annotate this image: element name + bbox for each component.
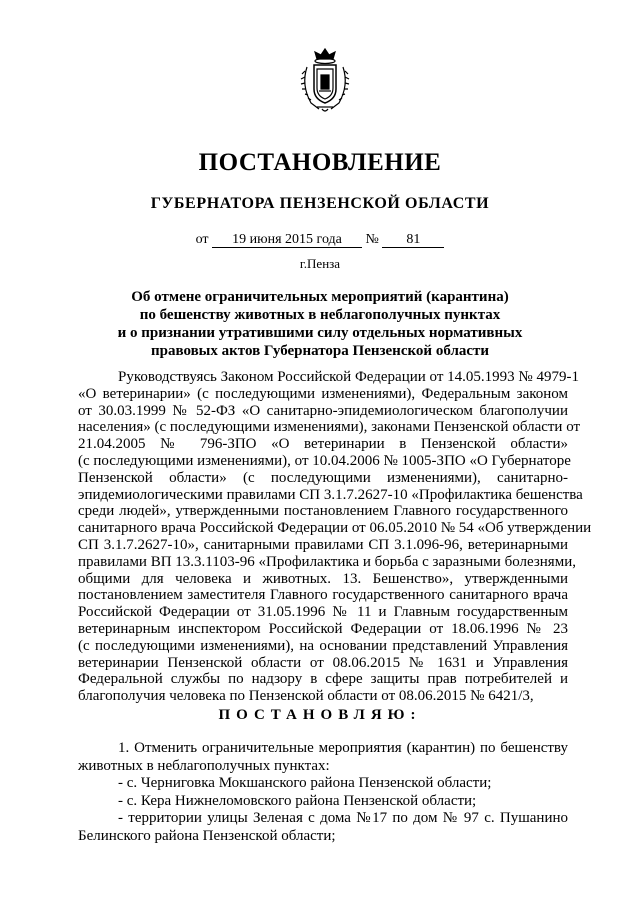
- coat-of-arms-emblem-icon: [297, 45, 353, 115]
- decree-word: ПОСТАНОВЛЯЮ:: [218, 707, 422, 723]
- decree-items: [78, 740, 568, 845]
- preamble-line: постановлением заместителя Главного государственного санитарного врача: [78, 587, 568, 604]
- item-line: - территории улицы Зеленая с дома №17 по дом № 97 с. Пушанино: [118, 810, 568, 826]
- document-number: 81: [382, 232, 444, 248]
- preamble-line: благополучия человека по Пензенской области от 08.06.2015 № 6421/3,: [78, 688, 534, 705]
- item-line: - с. Черниговка Мокшанского района Пензенской области;: [118, 775, 492, 791]
- date-prefix: от: [195, 232, 209, 247]
- item-line: Белинского района Пензенской области;: [78, 827, 336, 844]
- document-title: ПОСТАНОВЛЕНИЕ: [198, 149, 442, 176]
- preamble-line: СП 3.1.7.2627-10», санитарными правилами СП 3.1.096-96, ветеринарными: [78, 536, 568, 553]
- number-sign: №: [365, 232, 379, 247]
- item-line: животных в неблагополучных пунктах:: [78, 757, 330, 774]
- subject-line: Об отмене ограничительных мероприятий (карантина): [131, 289, 509, 305]
- preamble-line: Федеральной службы по надзору в сфере защиты прав потребителей и: [78, 671, 568, 688]
- subject-line: правовых актов Губернатора Пензенской области: [150, 343, 490, 359]
- preamble-line: среди людей», утвержденными постановлением Главного государственного: [78, 503, 568, 520]
- item-line: - с. Кера Нижнеломовского района Пензенской области;: [118, 792, 477, 809]
- preamble-line: эпидемиологическими правилами СП 3.1.7.2627-10 «Профилактика бешенства: [78, 486, 583, 503]
- preamble-line: от 30.03.1999 № 52-ФЗ «О санитарно-эпидемиологическом благополучии: [78, 402, 568, 419]
- preamble-paragraph: [78, 369, 592, 705]
- city: г.Пенза: [299, 256, 341, 271]
- preamble-line: правилами ВП 13.3.1103-96 «Профилактика и борьба с заразными болезнями,: [78, 553, 576, 570]
- preamble-line: санитарного врача Российской Федерации от 06.05.2010 № 54 «Об утверждении: [78, 520, 592, 537]
- preamble-line: ветеринарии Пензенской области от 08.06.2015 № 1631 и Управления: [78, 654, 568, 671]
- subject-line: по бешенству животных в неблагополучных пунктах: [139, 307, 501, 323]
- document-date: 19 июня 2015 года: [212, 232, 362, 248]
- preamble-line: 21.04.2005 № 796-ЗПО «О ветеринарии в Пензенской области»: [78, 436, 568, 453]
- dateline: [0, 232, 640, 248]
- preamble-line: Руководствуясь Законом Российской Федерации от 14.05.1993 № 4979-1: [118, 369, 579, 385]
- preamble-line: населения» (с последующими изменениями), законами Пензенской области от: [78, 419, 581, 436]
- preamble-line: (с последующими изменениями), от 10.04.2006 № 1005-ЗПО «О Губернаторе: [78, 452, 571, 469]
- item-line: 1. Отменить ограничительные мероприятия (карантин) по бешенству: [118, 740, 568, 756]
- preamble-line: Российской Федерации от 31.05.1996 № 11 и Главным государственным: [78, 604, 568, 621]
- preamble-line: общими для человека и животных. 13. Бешенство», утвержденными: [78, 570, 568, 587]
- preamble-line: «О ветеринарии» (с последующими изменениями), Федеральным законом: [78, 385, 568, 402]
- preamble-line: Пензенской области» (с последующими изменениями), санитарно-: [78, 469, 568, 486]
- document-subtitle: ГУБЕРНАТОРА ПЕНЗЕНСКОЙ ОБЛАСТИ: [150, 195, 490, 212]
- subject-line: и о признании утратившими силу отдельных нормативных: [117, 325, 523, 341]
- preamble-line: (с последующими изменениями), на основании представлений Управления: [78, 637, 568, 654]
- preamble-line: ветеринарным инспектором Российской Федерации от 18.06.1996 № 23: [78, 620, 568, 637]
- document-subject: [100, 288, 540, 360]
